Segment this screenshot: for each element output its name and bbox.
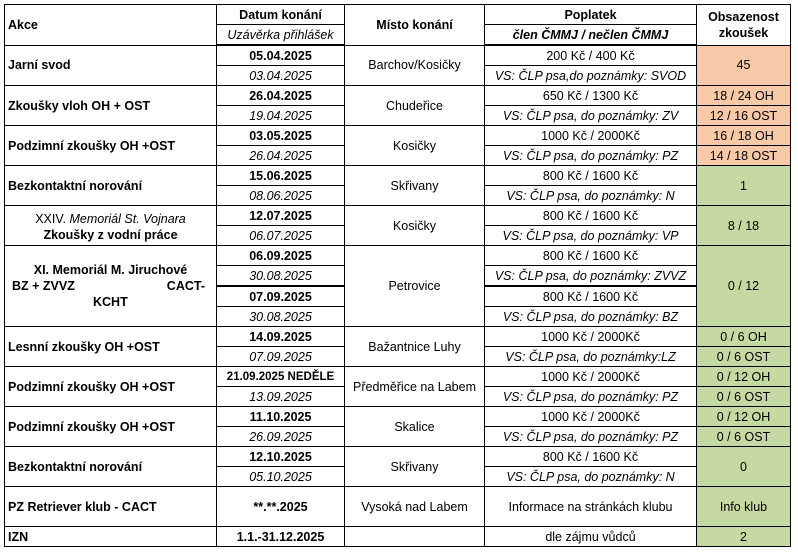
event-deadline: 30.08.2025	[217, 266, 345, 287]
event-place: Skřivany	[345, 447, 485, 487]
event-date: 06.09.2025	[217, 246, 345, 266]
event-deadline: 03.04.2025	[217, 66, 345, 86]
event-occupancy-ost: 0 / 6 OST	[697, 347, 791, 367]
event-occupancy: 45	[697, 45, 791, 86]
event-occupancy: 0 / 12	[697, 246, 791, 327]
event-name: Zkoušky vloh OH + OST	[5, 86, 217, 126]
table-row	[5, 126, 791, 146]
event-date: 14.09.2025	[217, 327, 345, 347]
table-row	[5, 327, 791, 347]
event-occupancy-ost: 0 / 6 OST	[697, 427, 791, 447]
header-row-1	[5, 5, 791, 25]
event-vs: VS: ČLP psa, do poznámky: BZ	[485, 307, 697, 327]
event-fee: Informace na stránkách klubu	[485, 487, 697, 527]
table-row	[5, 86, 791, 106]
table-row	[5, 447, 791, 467]
event-date: 12.07.2025	[217, 206, 345, 226]
event-place: Chudeřice	[345, 86, 485, 126]
event-vs: VS: ČLP psa, do poznámky: VP	[485, 226, 697, 246]
event-vs: VS: ČLP psa, do poznámky: ZVVZ	[485, 266, 697, 287]
event-date: 07.09.2025	[217, 286, 345, 307]
event-place: Předměřice na Labem	[345, 367, 485, 407]
event-occupancy-oh: 0 / 12 OH	[697, 367, 791, 387]
event-name: PZ Retriever klub - CACT	[5, 487, 217, 527]
event-vs: VS: ČLP psa, do poznámky: N	[485, 186, 697, 206]
event-occupancy: 1	[697, 166, 791, 206]
event-deadline: 08.06.2025	[217, 186, 345, 206]
event-deadline: 05.10.2025	[217, 467, 345, 487]
event-place: Kosičky	[345, 206, 485, 246]
header-datum: Datum konání	[217, 5, 345, 25]
event-fee: dle zájmu vůdců	[485, 527, 697, 547]
event-name: IZN	[5, 527, 217, 547]
event-occupancy: 0	[697, 447, 791, 487]
event-place: Skalice	[345, 407, 485, 447]
event-vs: VS: ČLP psa, do poznámky: ZV	[485, 106, 697, 126]
event-name-line1	[8, 211, 213, 227]
event-name: Lesnní zkoušky OH +OST	[5, 327, 217, 367]
table-row	[5, 246, 791, 266]
table-row	[5, 527, 791, 547]
event-name-line2b: CACT-	[166, 279, 205, 293]
event-deadline: 07.09.2025	[217, 347, 345, 367]
event-vs: VS: ČLP psa, do poznámky: PZ	[485, 387, 697, 407]
event-name: Bezkontaktní norování	[5, 166, 217, 206]
event-name	[5, 206, 217, 246]
header-obsazenost	[697, 5, 791, 46]
event-occupancy: Info klub	[697, 487, 791, 527]
event-date: 21.09.2025 NEDĚLE	[217, 367, 345, 387]
event-deadline: 30.08.2025	[217, 307, 345, 327]
table-row	[5, 487, 791, 527]
event-date: 26.04.2025	[217, 86, 345, 106]
table-row	[5, 45, 791, 66]
event-date: 1.1.-31.12.2025	[217, 527, 345, 547]
event-place	[345, 527, 485, 547]
header-obsazenost-2: zkoušek	[718, 25, 769, 40]
event-name	[5, 246, 217, 327]
event-deadline: 06.07.2025	[217, 226, 345, 246]
event-name-line2	[8, 278, 213, 294]
header-clen: člen ČMMJ / nečlen ČMMJ	[485, 25, 697, 46]
event-name: Podzimní zkoušky OH +OST	[5, 126, 217, 166]
event-vs: VS: ČLP psa, do poznámky:LZ	[485, 347, 697, 367]
event-fee: 800 Kč / 1600 Kč	[485, 447, 697, 467]
table-row	[5, 367, 791, 387]
event-occupancy-ost: 12 / 16 OST	[697, 106, 791, 126]
event-place: Petrovice	[345, 246, 485, 327]
event-place: Vysoká nad Labem	[345, 487, 485, 527]
event-occupancy: 2	[697, 527, 791, 547]
header-akce: Akce	[5, 5, 217, 46]
event-fee: 800 Kč / 1600 Kč	[485, 206, 697, 226]
event-fee: 1000 Kč / 2000Kč	[485, 407, 697, 427]
event-deadline: 26.04.2025	[217, 146, 345, 166]
event-occupancy-ost: 14 / 18 OST	[697, 146, 791, 166]
event-deadline: 26.09.2025	[217, 427, 345, 447]
event-occupancy-oh: 0 / 6 OH	[697, 327, 791, 347]
event-name-line3: KCHT	[93, 295, 128, 309]
event-fee: 1000 Kč / 2000Kč	[485, 327, 697, 347]
event-name-line1b: Memoriál St. Vojnara	[69, 211, 186, 226]
header-uzaverka: Uzávěrka přihlášek	[217, 25, 345, 46]
table-row	[5, 166, 791, 186]
event-date: 15.06.2025	[217, 166, 345, 186]
event-vs: VS: ČLP psa, do poznámky: PZ	[485, 146, 697, 166]
event-date: 05.04.2025	[217, 45, 345, 66]
event-occupancy: 8 / 18	[697, 206, 791, 246]
event-name: Podzimní zkoušky OH +OST	[5, 407, 217, 447]
event-date: 11.10.2025	[217, 407, 345, 427]
table-row	[5, 206, 791, 226]
event-name: Podzimní zkoušky OH +OST	[5, 367, 217, 407]
event-fee: 800 Kč / 1600 Kč	[485, 286, 697, 307]
event-deadline: 13.09.2025	[217, 387, 345, 407]
header-poplatek: Poplatek	[485, 5, 697, 25]
event-vs: VS: ČLP psa,do poznámky: SVOD	[485, 66, 697, 86]
header-misto: Místo konání	[345, 5, 485, 46]
event-fee: 650 Kč / 1300 Kč	[485, 86, 697, 106]
event-name: Bezkontaktní norování	[5, 447, 217, 487]
event-occupancy-ost: 0 / 6 OST	[697, 387, 791, 407]
event-place: Barchov/Kosičky	[345, 45, 485, 86]
event-place: Bažantnice Luhy	[345, 327, 485, 367]
event-occupancy-oh: 16 / 18 OH	[697, 126, 791, 146]
event-vs: VS: ČLP psa, do poznámky: PZ	[485, 427, 697, 447]
event-occupancy-oh: 0 / 12 OH	[697, 407, 791, 427]
event-deadline: 19.04.2025	[217, 106, 345, 126]
event-vs: VS: ČLP psa, do poznámky: N	[485, 467, 697, 487]
event-name: Jarní svod	[5, 45, 217, 86]
header-obsazenost-1: Obsazenost	[708, 9, 779, 24]
event-date: **.**.2025	[217, 487, 345, 527]
event-fee: 800 Kč / 1600 Kč	[485, 246, 697, 266]
event-place: Skřivany	[345, 166, 485, 206]
event-fee: 200 Kč / 400 Kč	[485, 45, 697, 66]
event-name-line2: Zkoušky z vodní práce	[43, 227, 178, 242]
event-date: 12.10.2025	[217, 447, 345, 467]
schedule-table	[4, 4, 791, 547]
event-occupancy-oh: 18 / 24 OH	[697, 86, 791, 106]
event-date: 03.05.2025	[217, 126, 345, 146]
event-fee: 1000 Kč / 2000Kč	[485, 126, 697, 146]
event-name-line1: XI. Memoriál M. Jiruchové	[33, 263, 188, 277]
event-name-line2a: BZ + ZVVZ	[12, 279, 75, 293]
event-fee: 800 Kč / 1600 Kč	[485, 166, 697, 186]
event-place: Kosičky	[345, 126, 485, 166]
event-name-line1a: XXIV.	[35, 211, 67, 226]
table-row	[5, 407, 791, 427]
event-fee: 1000 Kč / 2000Kč	[485, 367, 697, 387]
